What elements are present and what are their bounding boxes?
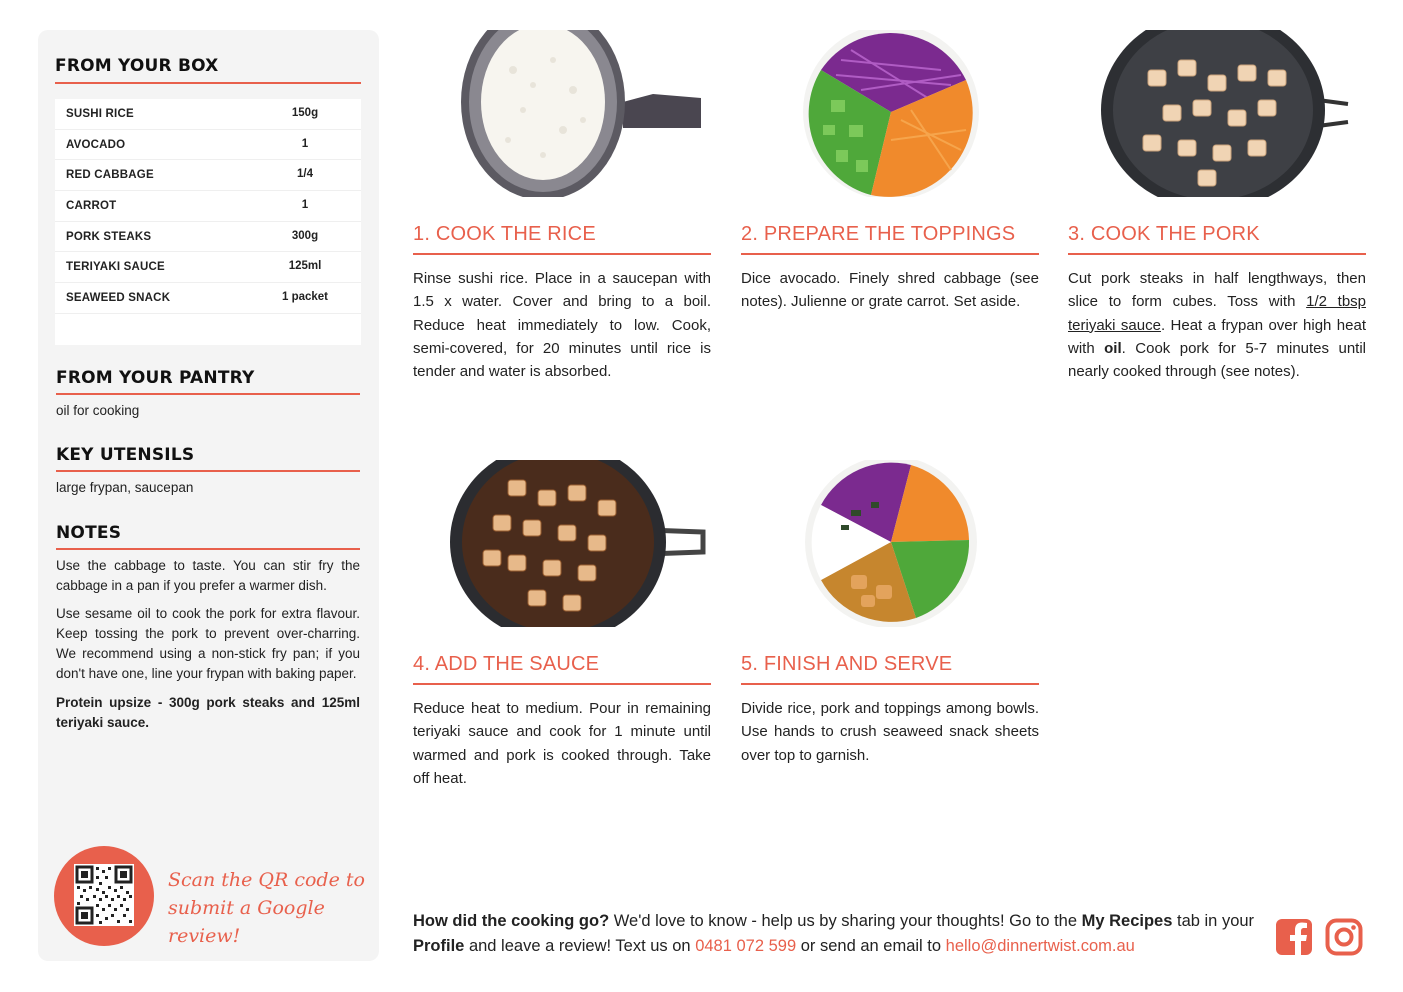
table-row <box>55 191 361 222</box>
step-5-text: Divide rice, pork and toppings among bowls. Use hands to crush seaweed snack sheets over top to garnish. <box>741 700 1039 764</box>
ingredient-name: SEAWEED SNACK <box>66 292 171 305</box>
step-3-text-b: . Heat a frypan over high heat with <box>1068 316 1366 357</box>
footer-text-3: and leave a review! Text us on <box>464 937 696 955</box>
footer-question: How did the cooking go? <box>413 912 610 930</box>
footer-text-2: tab in your <box>1172 912 1255 930</box>
step-3-text-a: Cut pork steaks in half lengthways, then slice to form cubes. Toss with <box>1068 270 1366 311</box>
step-4-title: 4. ADD THE SAUCE <box>413 653 600 675</box>
pantry-text: oil for cooking <box>56 403 140 418</box>
instagram-icon[interactable] <box>1325 918 1363 956</box>
table-row <box>55 160 361 191</box>
step-3-text <box>1068 267 1366 383</box>
footer-profile: Profile <box>413 937 465 955</box>
footer-text-4: or send an email to <box>796 937 946 955</box>
ingredient-qty: 150g <box>291 107 319 119</box>
step-5-rule <box>741 683 1039 685</box>
step-1-title: 1. COOK THE RICE <box>413 223 596 245</box>
ingredient-qty: 1/4 <box>297 168 313 181</box>
ingredient-name: PORK STEAKS <box>66 230 152 243</box>
table-row <box>55 99 361 130</box>
step-2-title: 2. PREPARE THE TOPPINGS <box>741 223 1016 245</box>
qr-caption-line2: submit a Google review! <box>168 897 325 947</box>
feedback-footer <box>413 909 1273 959</box>
pantry-section-title: FROM YOUR PANTRY <box>56 368 255 388</box>
step-2-text: Dice avocado. Finely shred cabbage (see notes). Julienne or grate carrot. Set aside. <box>741 270 1039 311</box>
step-1-photo <box>413 30 711 197</box>
ingredient-name: RED CABBAGE <box>66 169 154 182</box>
box-section-title: FROM YOUR BOX <box>55 56 219 76</box>
footer-my-recipes: My Recipes <box>1081 912 1173 930</box>
table-row <box>55 252 361 283</box>
notes-section-title: NOTES <box>56 523 122 543</box>
ingredient-name: AVOCADO <box>66 138 126 151</box>
footer-text-1: We'd love to know - help us by sharing your thoughts! Go to the <box>609 912 1082 930</box>
step-1-text: Rinse sushi rice. Place in a saucepan with 1.5 x water. Cover and bring to a boil. Reduce heat immediately to low. Cook, semi-covered, for 20 minutes until rice is tender and water is absorbed. <box>413 270 711 381</box>
step-2-rule <box>741 253 1039 255</box>
table-row <box>55 130 361 161</box>
ingredient-name: CARROT <box>66 200 117 213</box>
ingredient-name: SUSHI RICE <box>66 108 134 120</box>
ingredient-qty: 125ml <box>288 260 322 273</box>
step-4-photo <box>413 460 711 627</box>
ingredient-qty: 1 <box>301 137 309 150</box>
utensils-text: large frypan, saucepan <box>56 480 194 495</box>
ingredient-name: TERIYAKI SAUCE <box>66 261 165 274</box>
qr-caption-line1: Scan the QR code to <box>168 869 365 891</box>
phone-link[interactable]: 0481 072 599 <box>695 937 797 955</box>
facebook-icon[interactable] <box>1275 918 1313 956</box>
qr-caption <box>168 866 368 950</box>
ingredients-table <box>55 99 361 345</box>
step-3-rule <box>1068 253 1366 255</box>
step-4-text: Reduce heat to medium. Pour in remaining teriyaki sauce and cook for 1 minute until warmed and pork is cooked through. Take off heat. <box>413 700 711 787</box>
step-1-rule <box>413 253 711 255</box>
ingredient-qty: 1 <box>301 199 309 212</box>
note-paragraph: Use sesame oil to cook the pork for extra flavour. Keep tossing the pork to prevent over-charring. We recommend using a non-stick fry pan; if you don't have one, line your frypan with baking paper. <box>56 606 360 681</box>
utensils-section-rule <box>56 470 360 472</box>
step-5-photo <box>741 460 1039 627</box>
step-4-rule <box>413 683 711 685</box>
teriyaki-quantity-link[interactable]: 1/2 tbsp teriyaki sauce <box>1068 293 1367 334</box>
notes-section-rule <box>56 548 360 550</box>
qr-code-icon[interactable] <box>74 864 134 926</box>
ingredient-qty: 300g <box>291 229 319 242</box>
note-paragraph-upsize: Protein upsize - 300g pork steaks and 125ml teriyaki sauce. <box>56 695 360 730</box>
step-2-photo <box>741 30 1039 197</box>
box-section-rule <box>55 82 361 84</box>
utensils-section-title: KEY UTENSILS <box>56 445 195 465</box>
step-5-title: 5. FINISH AND SERVE <box>741 653 953 675</box>
pantry-section-rule <box>56 393 360 395</box>
ingredient-qty: 1 packet <box>281 291 329 304</box>
email-link[interactable]: hello@dinnertwist.com.au <box>945 937 1135 955</box>
table-row <box>55 222 361 253</box>
table-row <box>55 283 361 314</box>
note-paragraph: Use the cabbage to taste. You can stir fry the cabbage in a pan if you prefer a warmer dish. <box>56 558 360 593</box>
step-3-title: 3. COOK THE PORK <box>1068 223 1260 245</box>
step-3-text-bold: oil <box>1104 339 1122 357</box>
step-3-text-c: . Cook pork for 5-7 minutes until nearly cooked through (see notes). <box>1068 339 1367 381</box>
step-3-photo <box>1068 30 1366 197</box>
